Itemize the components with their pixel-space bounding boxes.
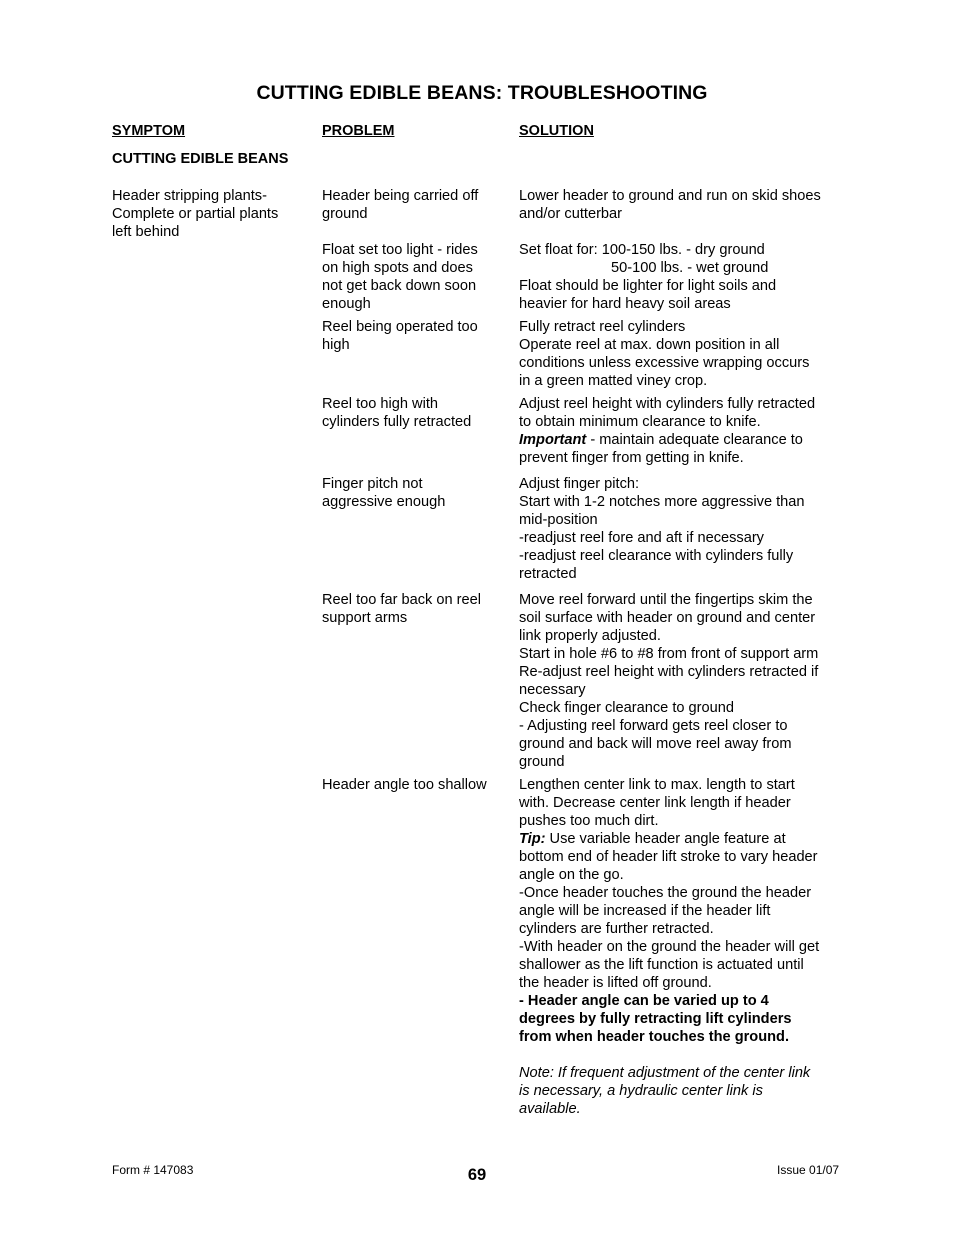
solution-line: and/or cutterbar — [519, 206, 623, 222]
problem-line: cylinders fully retracted — [322, 414, 472, 430]
solution-line: to obtain minimum clearance to knife. — [519, 414, 761, 430]
important-text: - maintain adequate clearance to — [586, 432, 803, 448]
solution-line: the header is lifted off ground. — [519, 975, 712, 991]
solution-line: pushes too much dirt. — [519, 813, 659, 829]
problem-line: Header being carried off — [322, 188, 479, 204]
solution-line: Move reel forward until the fingertips skim the — [519, 592, 813, 608]
solution-line: - Adjusting reel forward gets reel closer to — [519, 718, 788, 734]
column-header-solution: SOLUTION — [519, 123, 594, 139]
solution-line: 50-100 lbs. - wet ground — [611, 260, 769, 276]
solution-line: ground — [519, 754, 565, 770]
solution-line: -Once header touches the ground the header — [519, 885, 812, 901]
solution-line: link properly adjusted. — [519, 628, 661, 644]
solution-line: -With header on the ground the header will get — [519, 939, 820, 955]
solution-line: with. Decrease center link length if header — [519, 795, 791, 811]
solution-cell — [519, 776, 849, 1118]
problem-line: Reel too far back on reel — [322, 592, 481, 608]
note-line: available. — [519, 1101, 581, 1117]
form-number: Form # 147083 — [112, 1163, 194, 1177]
problem-line: high — [322, 337, 350, 353]
problem-line: Reel too high with — [322, 396, 439, 412]
solution-line: Adjust finger pitch: — [519, 476, 640, 492]
solution-line: shallower as the lift function is actuated until — [519, 957, 804, 973]
problem-cell — [322, 591, 507, 627]
solution-cell — [519, 475, 849, 583]
bold-note-line: from when header touches the ground. — [519, 1029, 790, 1045]
spacer — [519, 1046, 849, 1064]
problem-line: Float set too light - rides — [322, 242, 478, 258]
bold-note-line: - Header angle can be varied up to 4 — [519, 993, 769, 1009]
solution-line: Check finger clearance to ground — [519, 700, 734, 716]
solution-line: Adjust reel height with cylinders fully retracted — [519, 396, 816, 412]
solution-line: angle will be increased if the header lift — [519, 903, 771, 919]
bold-note-line: degrees by fully retracting lift cylinders — [519, 1011, 792, 1027]
column-header-symptom: SYMPTOM — [112, 123, 186, 139]
solution-cell — [519, 187, 849, 223]
solution-line: -readjust reel fore and aft if necessary — [519, 530, 764, 546]
important-line — [519, 431, 849, 449]
problem-line: Header angle too shallow — [322, 777, 487, 793]
problem-line: ground — [322, 206, 368, 222]
tip-label: Tip: — [519, 831, 546, 847]
note-line: is necessary, a hydraulic center link is — [519, 1083, 763, 1099]
section-label: CUTTING EDIBLE BEANS — [112, 151, 289, 167]
solution-line: retracted — [519, 566, 577, 582]
solution-line: heavier for hard heavy soil areas — [519, 296, 731, 312]
symptom-cell — [112, 187, 302, 241]
solution-cell — [519, 241, 849, 313]
problem-line: support arms — [322, 610, 408, 626]
problem-cell — [322, 241, 507, 313]
solution-line: Set float for: 100-150 lbs. - dry ground — [519, 242, 765, 258]
issue-date: Issue 01/07 — [777, 1163, 840, 1177]
problem-cell — [322, 318, 507, 354]
solution-line: Float should be lighter for light soils and — [519, 278, 777, 294]
problem-line: Finger pitch not — [322, 476, 423, 492]
page-number: 69 — [467, 1166, 487, 1184]
problem-line: not get back down soon — [322, 278, 477, 294]
problem-cell — [322, 187, 507, 223]
solution-line: Start in hole #6 to #8 from front of support arm — [519, 646, 819, 662]
symptom-line: Header stripping plants- — [112, 188, 267, 204]
problem-line: aggressive enough — [322, 494, 446, 510]
problem-line: enough — [322, 296, 371, 312]
solution-line: -readjust reel clearance with cylinders fully — [519, 548, 794, 564]
solution-line: Fully retract reel cylinders — [519, 319, 686, 335]
solution-cell — [519, 395, 849, 467]
solution-line: cylinders are further retracted. — [519, 921, 714, 937]
solution-line: Start with 1-2 notches more aggressive than — [519, 494, 805, 510]
important-label: Important — [519, 432, 587, 448]
tip-text: Use variable header angle feature at — [545, 831, 786, 847]
column-header-problem: PROBLEM — [322, 123, 395, 139]
problem-cell — [322, 776, 507, 794]
symptom-line: Complete or partial plants — [112, 206, 279, 222]
solution-line: angle on the go. — [519, 867, 624, 883]
solution-line: prevent finger from getting in knife. — [519, 450, 744, 466]
solution-line: bottom end of header lift stroke to vary header — [519, 849, 818, 865]
solution-line: Operate reel at max. down position in all — [519, 337, 780, 353]
solution-line: soil surface with header on ground and center — [519, 610, 816, 626]
problem-cell — [322, 475, 507, 511]
problem-line: on high spots and does — [322, 260, 473, 276]
page-title: CUTTING EDIBLE BEANS: TROUBLESHOOTING — [256, 82, 708, 104]
solution-line: Re-adjust reel height with cylinders retracted if — [519, 664, 819, 680]
solution-cell — [519, 591, 849, 771]
solution-line: conditions unless excessive wrapping occurs — [519, 355, 810, 371]
solution-cell — [519, 318, 849, 390]
note-line: Note: If frequent adjustment of the center link — [519, 1065, 811, 1081]
solution-line: Lengthen center link to max. length to start — [519, 777, 795, 793]
solution-line: in a green matted viney crop. — [519, 373, 708, 389]
tip-line — [519, 830, 849, 848]
solution-line: ground and back will move reel away from — [519, 736, 792, 752]
solution-line: necessary — [519, 682, 586, 698]
symptom-line: left behind — [112, 224, 180, 240]
solution-line: Lower header to ground and run on skid shoes — [519, 188, 821, 204]
solution-line: mid-position — [519, 512, 598, 528]
problem-cell — [322, 395, 507, 431]
problem-line: Reel being operated too — [322, 319, 478, 335]
